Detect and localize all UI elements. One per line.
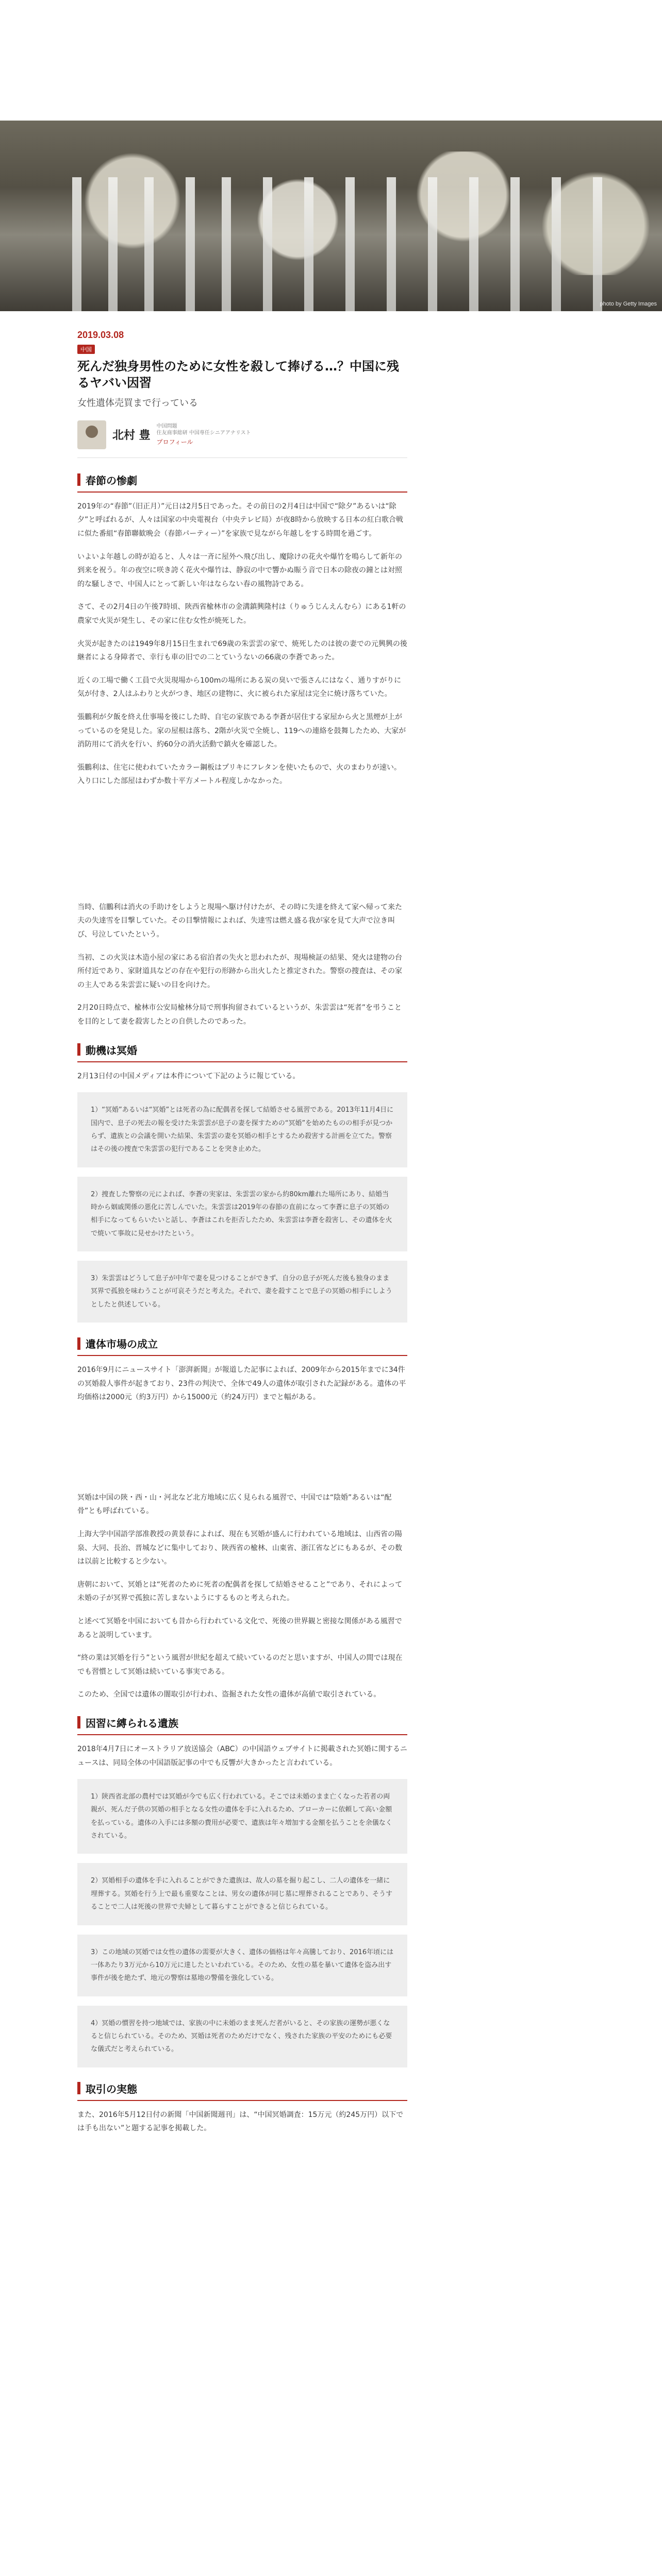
quote-block: 2）冥婚相手の遺体を手に入れることができた遺族は、故人の墓を掘り起こし、二人の遺体を一緒に埋葬する。冥婚を行う上で最も重要なことは、男女の遺体が同じ墓に埋葬されることであり、そうすることで二人は死後の世界で夫婦として暮らすことができると信じられている。 [77,1863,407,1925]
article-paragraph: 2018年4月7日にオーストラリア放送協会（ABC）の中国語ウェブサイトに掲載された冥婚に関するニュースは、同局全体の中国語版記事の中でも反響が大きかったと言われている。 [77,1744,407,1767]
article-paragraph: 2月20日時点で、楡林市公安局楡林分局で刑事拘留されているというが、朱雲雲は“死者”を弔うことを目的として妻を殺害したとの自供したのであった。 [77,1004,402,1026]
ad-space [77,798,407,901]
hero-stripe [345,177,355,311]
section-heading-text: 遺体市場の成立 [86,1338,158,1350]
quote-block: 3）朱雲雲はどうして息子が中年で妻を見つけることができず、自分の息子が死んだ後も独身のまま冥界で孤独を味わうことが可哀そうだと考えた。それで、妻を殺すことで息子の冥婚の相手にしようとしたと供述している。 [77,1261,407,1323]
author-name: 北村 豊 [112,429,151,443]
article-paragraph: 当時、信鵬利は消火の手助けをしようと現場へ駆け付けたが、その時に失達を終えて家へ帰って来た夫の失達雪を目撃していた。その目撃情報によれば、失達雪は燃え盛る我が家を見て大声で泣き叫び、号泣していたという。 [77,903,402,939]
article-paragraph: 当初、この火災は木造小屋の家にある宿泊者の失火と思われたが、現場検証の結果、発火は建物の台所付近であり、家財道具などの存在や犯行の形跡から出火したと推定された。警察の捜査は、その家の主人である朱雲雲に疑いの目を向けた。 [77,953,402,989]
article-paragraph: 2019年の“春節”（旧正月）”元日は2月5日であった。その前日の2月4日は中国で“除夕”あるいは“除夕”と呼ばれるが、人々は国家の中央電視台（中央テレビ局）が夜8時から放映する日本の紅白歌合戦に似た番組“春節聯歓晩会（春節パーティー）”を家族で見ながら年越しをする時間を過ごす。 [77,502,403,538]
author-meta [157,423,251,446]
section-heading [77,1715,407,1735]
section-heading [77,1336,407,1356]
article-paragraph: 唐朝において、冥婚とは“死者のために死者の配偶者を探して結婚させること”であり、それによって未婚の子が冥界で孤独に苦しまないようにするものと考えられた。 [77,1580,403,1603]
quote-block: 1）“冥婚”あるいは“冥婚”とは死者の為に配偶者を探して結婚させる風習である。2013年11月4日に国内で、息子の死去の報を受けた朱雲雲が息子の妻を探すための“冥婚”を始めたものの相手が見つからず、遺族との会議を開いた結果、朱雲雲の妻を冥婚の相手とするため殺害する計画を立てた。警察はその後の捜査で朱雲雲の犯行であることを突き止めた。 [77,1092,407,1167]
hero-image [0,121,662,311]
article-paragraph: このため、全国では遺体の闇取引が行われ、盗掘された女性の遺体が高値で取引されている。 [77,1690,381,1699]
section-heading-bar [77,2082,80,2094]
article-paragraph: 張鵬利が夕飯を終え仕事場を後にした時、自宅の家族である李蒼が居住する家屋から火と黒煙が上がっているのを発見した。家の屋根は落ち、2階が火災で全焼し、119への連絡を鼓舞したため、大家が消防用にて消火を行い、約60分の消火活動で鎮火を確認した。 [77,713,406,749]
hero-stripe [108,177,118,311]
hero-stripe [304,177,313,311]
hero-stripe [428,177,437,311]
hero-stripe [72,177,81,311]
article-paragraph: 近くの工場で働く工員で火災現場から100mの場所にある炭の臭いで張さんにはなく、通りすがりに気が付き、2人はふわりと火がつき、地区の建物に、火に被られた家屋は完全に焼け落ちていた。 [77,676,402,699]
section-heading [77,1042,407,1062]
section-heading-text: 取引の実態 [86,2082,137,2095]
quote-block: 3）この地域の冥婚では女性の遺体の需要が大きく、遺体の価格は年々高騰しており、2016年頃には一体あたり3万元から10万元に達したといわれている。そのため、女性の墓を暴いて遺体を盗み出す事件が後を絶たず、地元の警察は墓地の警備を強化している。 [77,1935,407,1996]
article-paragraph: 冥婚は中国の陝・西・山・河北など北方地域に広く見られる風習で、中国では“陰婚”あるいは“配骨”とも呼ばれている。 [77,1493,392,1516]
article-paragraph: “終の業は冥婚を行う”という風習が世紀を超えて続いているのだと思いますが、中国人の間では現在でも習慣として冥婚は続いている事実である。 [77,1654,403,1676]
section-heading-text: 動機は冥婚 [86,1044,137,1057]
article-paragraph: さて、その2月4日の午後7時頃、陝西省楡林市の金溝鎮興隆村は（りゅうじんえんむら）にある1軒の農家で火災が発生し、その家に住む女性が焼死した。 [77,603,406,625]
article-subtitle: 女性遺体売買まで行っている [77,397,198,409]
author-avatar [77,420,106,449]
hero-stripe [510,177,520,311]
quote-block: 4）冥婚の慣習を持つ地域では、家族の中に未婚のまま死んだ者がいると、その家族の運勢が悪くなると信じられている。そのため、冥婚は死者のためだけでなく、残された家族の平安のためにも必要な儀式だと考えられている。 [77,2006,407,2067]
article-paragraph: 2月13日付の中国メディアは本件について下記のように報じている。 [77,1072,300,1080]
section-heading [77,2081,407,2101]
article-paragraph: 火災が起きたのは1949年8月15日生まれで69歳の朱雲雲の家で、焼死したのは彼の妻での元興興の後継者による身障者で、幸行も車の旧での二とていうないの66歳の李蒼であった。 [77,639,407,662]
section-heading-bar [77,1716,80,1728]
hero-stripe [222,177,231,311]
article-main [77,330,407,2145]
category-tag[interactable]: 中国 [77,345,95,354]
hero-stripe [186,177,195,311]
author-meta-line: 住友商事総研 中国専任シニアアナリスト [156,430,251,436]
article-paragraph: 上海大学中国語学部准教授の黄景春によれば、現在も冥婚が盛んに行われている地域は、山西省の陽泉、大同、長治、晋城などに集中しており、陝西省の楡林、山東省、浙江省などにもあるが、その数は以前と比較すると少ない。 [77,1530,402,1566]
section-heading-bar [77,473,80,486]
article-paragraph: 2016年9月にニュースサイト「澎湃新聞」が報道した記事によれば、2009年から2015年までに34件の冥婚殺人事件が起きており、23件の判決で、全体で49人の遺体が取引された記録がある。遺体の平均価格は2000元（約3万円）から15000元（約24万円）までと幅がある。 [77,1366,406,1402]
author-profile-link[interactable]: プロフィール [156,438,193,446]
hero-stripe [263,177,272,311]
section-heading-bar [77,1337,80,1350]
hero-stripe [387,177,396,311]
hero-stripe [593,177,602,311]
quote-block: 1）陝西省北部の農村では冥婚が今でも広く行われている。そこでは未婚のまま亡くなった若者の両親が、死んだ子供の冥婚の相手となる女性の遺体を手に入れるため、ブローカーに依頼して高い金額を払っている。遺体の入手には多額の費用が必要で、遺族は年々増加する金額を払うことを余儀なくされている。 [77,1779,407,1854]
article-paragraph: 張鵬利は、住宅に使われていたカラー鋼板はプリキにフレタンを使いたもので、火のまわりが速い。入り口にした部屋はわずか数十平方メートル程度しかなかった。 [77,763,402,786]
photo-credit: photo by Getty Images [600,301,657,307]
section-heading [77,472,407,493]
article-paragraph: と述べて冥婚を中国においても昔から行われている文化で、死後の世界観と密接な関係がある風習であると説明しています。 [77,1617,402,1639]
article-paragraph: また、2016年5月12日付の新聞「中国新聞週刊」は、“中国冥婚調査：15万元（約245万円）以下では手も出ない”と題する記事を掲載した。 [77,2110,404,2133]
article-paragraph: いよいよ年越しの時が迫ると、人々は一斉に屋外へ飛び出し、魔除けの花火や爆竹を鳴らして新年の到来を祝う。年の夜空に咲き誇く花火や爆竹は、静寂の中で響かぬ賑う音で日本の除夜の鐘とは対照的な騒しさで、中国人にとって新しい年はならない春の風物詩である。 [77,552,402,588]
author-block [77,416,407,458]
page-header-space [0,0,662,121]
hero-stripe [144,177,154,311]
section-heading-bar [77,1043,80,1056]
quote-block: 2）捜査した警察の元によれば、李蒼の実家は、朱雲雲の家から約80km離れた場所にあり、結婚当時から姻戚関係の悪化に苦しんでいた。朱雲雲は2019年の春節の直前になって李蒼に息子の冥婚の相手になってもらいたいと話し、李蒼はこれを拒否したため、朱雲雲は李蒼を殺害し、その遺体を火で焼いて事故に見せかけたという。 [77,1177,407,1251]
article-title: 死んだ独身男性のために女性を殺して捧げる…？中国に残るヤバい因習 [77,359,399,391]
ad-space [77,1414,407,1491]
article-date: 2019.03.08 [77,330,124,340]
section-heading-text: 春節の惨劇 [86,474,137,487]
author-meta-line: 中国問題 [156,423,177,430]
hero-stripe [469,177,478,311]
hero-stripe [552,177,561,311]
section-heading-text: 因習に縛られる遺族 [86,1717,178,1730]
hero-flowers [0,151,662,275]
